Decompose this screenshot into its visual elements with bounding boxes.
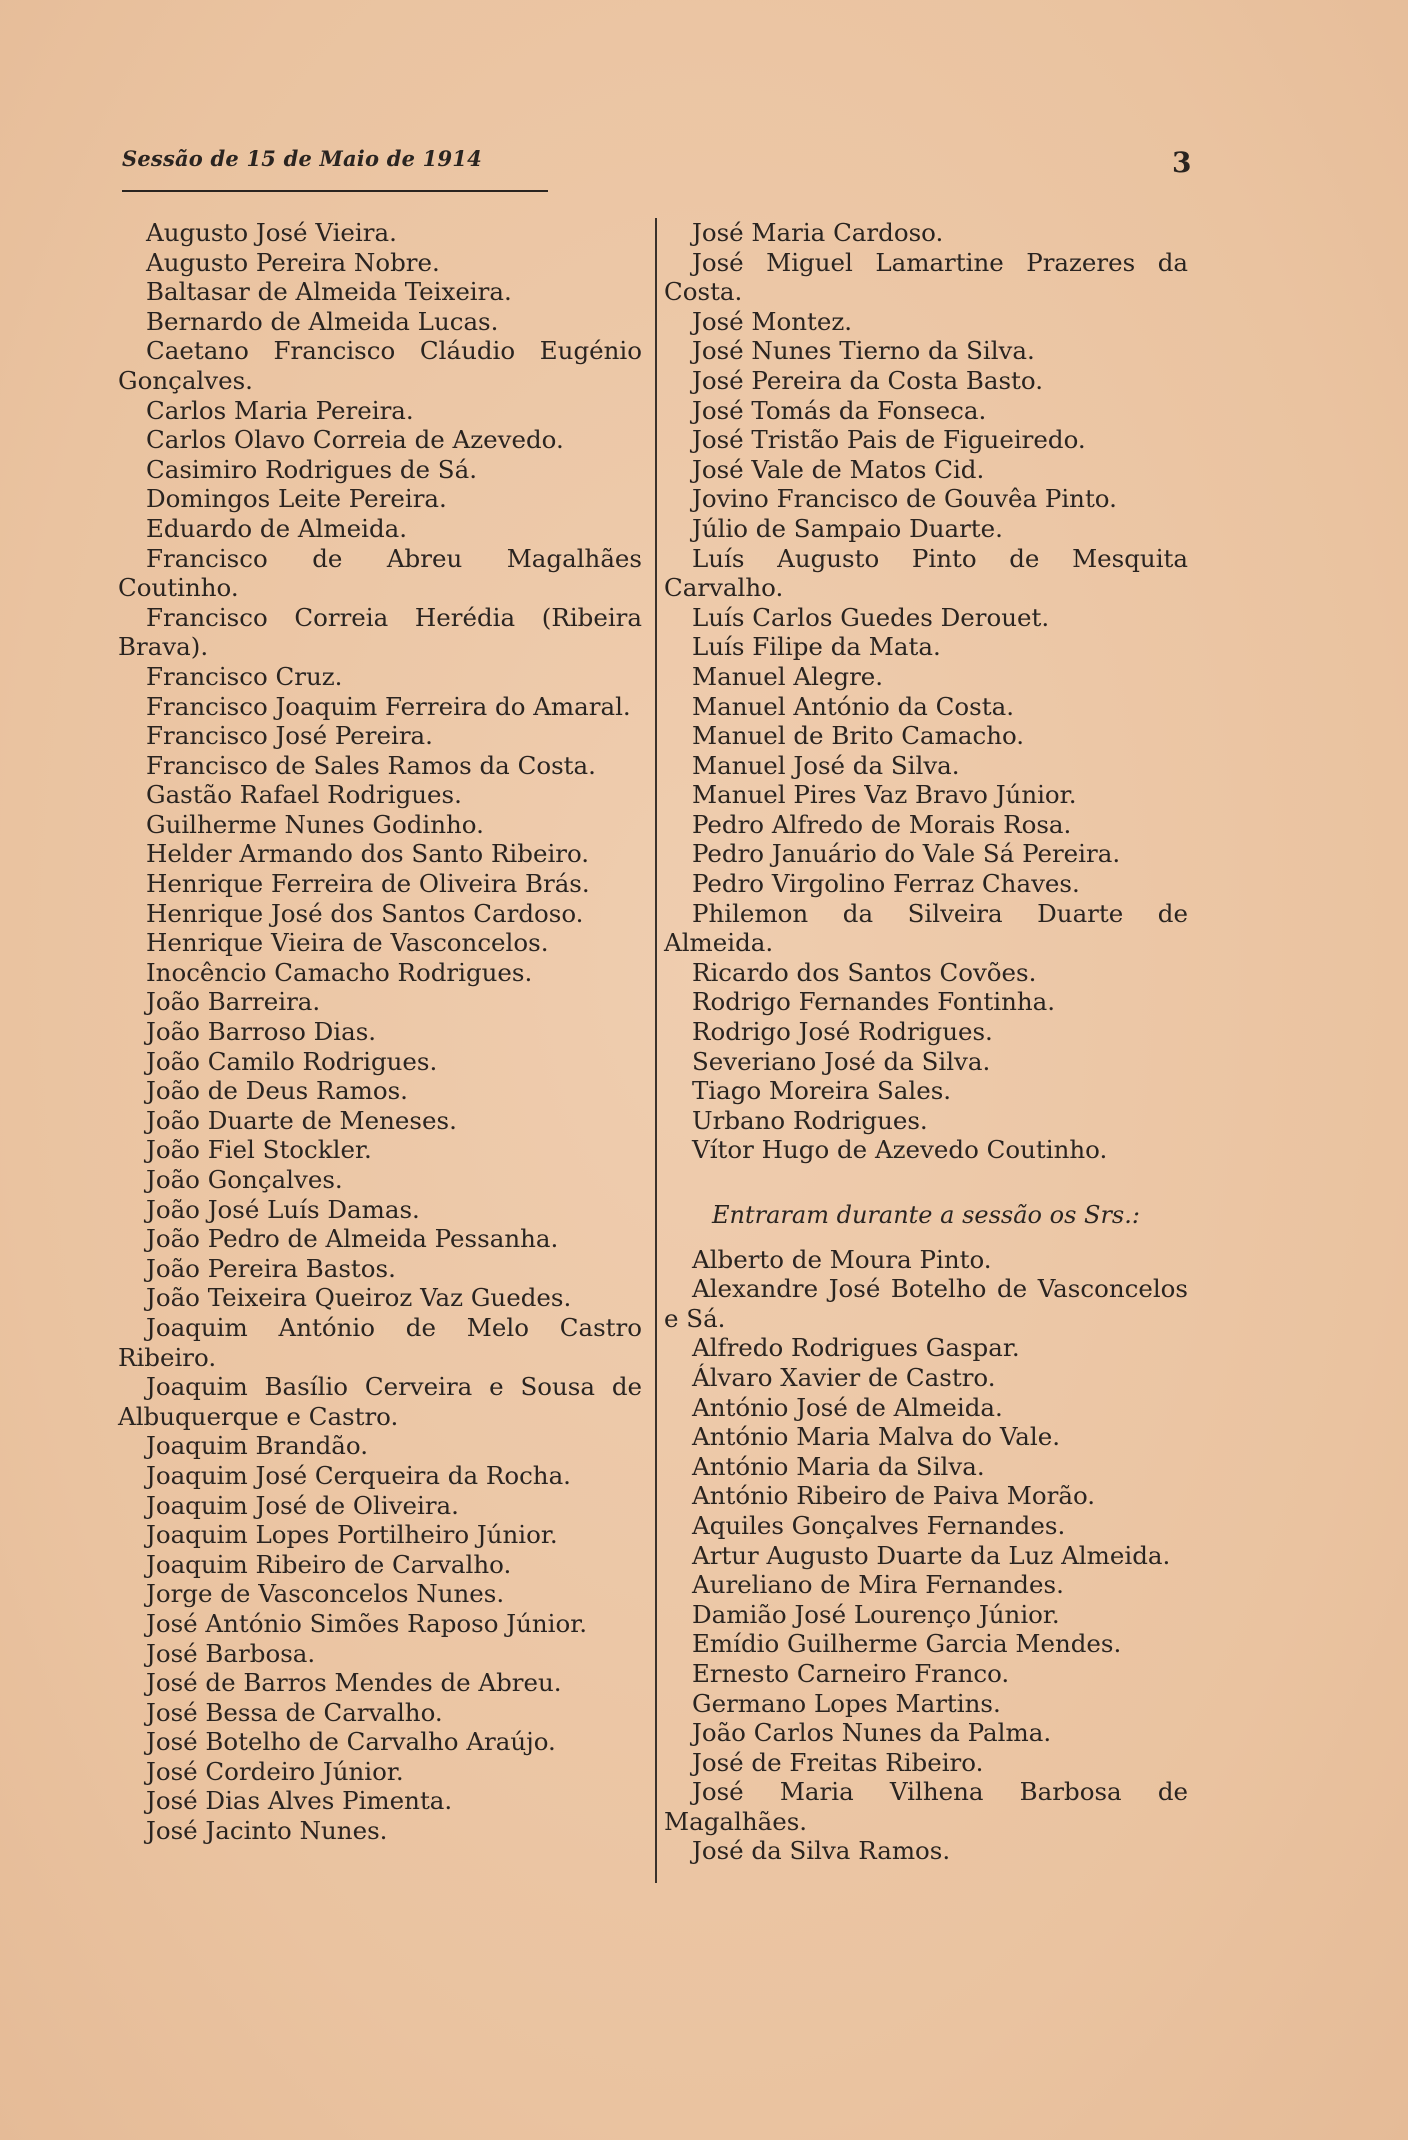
member-name: Inocêncio Camacho Rodrigues. — [146, 957, 533, 987]
member-name: Francisco José Pereira. — [146, 721, 433, 751]
member-name: Júlio de Sampaio Duarte. — [692, 513, 1003, 543]
member-name: Henrique Vieira de Vasconcelos. — [146, 928, 549, 958]
member-name: José Nunes Tierno da Silva. — [692, 336, 1035, 366]
member-name: Domingos Leite Pereira. — [146, 484, 447, 514]
member-name: Augusto Pereira Nobre. — [146, 247, 440, 277]
member-name: José Maria Vilhena Barbosa de Magalhães. — [664, 1777, 1188, 1836]
member-name: Alexandre José Botelho de Vasconcelos e Sá. — [664, 1274, 1188, 1333]
member-name: Urbano Rodrigues. — [692, 1105, 928, 1135]
member-name: Artur Augusto Duarte da Luz Almeida. — [692, 1540, 1171, 1570]
member-name: Manuel de Brito Camacho. — [692, 721, 1025, 751]
member-name: Carlos Maria Pereira. — [146, 395, 414, 425]
member-name: Joaquim José Cerqueira da Rocha. — [146, 1460, 571, 1490]
member-name: José Tristão Pais de Figueiredo. — [692, 425, 1086, 455]
member-name: João José Luís Damas. — [146, 1194, 420, 1224]
member-name: Germano Lopes Martins. — [692, 1688, 1001, 1718]
member-name: Luís Carlos Guedes Derouet. — [692, 602, 1050, 632]
member-name: João Fiel Stockler. — [146, 1135, 372, 1165]
member-name: Francisco de Abreu Magalhães Coutinho. — [118, 543, 642, 603]
member-name: Bernardo de Almeida Lucas. — [146, 306, 499, 336]
member-name: Rodrigo Fernandes Fontinha. — [692, 987, 1056, 1017]
page-number: 3 — [1172, 146, 1192, 179]
member-name: João Duarte de Meneses. — [146, 1105, 457, 1135]
late-arrivals-list — [664, 1245, 1188, 1866]
member-name: Severiano José da Silva. — [692, 1046, 991, 1076]
member-name: João Barreira. — [146, 987, 321, 1017]
member-name: Baltasar de Almeida Teixeira. — [146, 277, 512, 307]
member-name: Manuel Pires Vaz Bravo Júnior. — [692, 780, 1077, 810]
member-name: Pedro Virgolino Ferraz Chaves. — [692, 869, 1080, 899]
session-title: Sessão de 15 de Maio de 1914 — [122, 146, 482, 171]
member-name: Eduardo de Almeida. — [146, 513, 408, 543]
member-name: Helder Armando dos Santo Ribeiro. — [146, 839, 590, 869]
member-name: Luís Augusto Pinto de Mesquita Carvalho. — [664, 543, 1188, 603]
member-name: João Camilo Rodrigues. — [146, 1046, 438, 1076]
member-name: João Carlos Nunes da Palma. — [692, 1718, 1052, 1748]
late-arrivals-heading: Entraram durante a sessão os Srs.: — [712, 1201, 1140, 1229]
member-name: Luís Filipe da Mata. — [692, 632, 941, 662]
member-name: Rodrigo José Rodrigues. — [692, 1017, 993, 1047]
member-name: Alfredo Rodrigues Gaspar. — [692, 1333, 1020, 1363]
member-name: António Ribeiro de Paiva Morão. — [692, 1481, 1096, 1511]
member-name: João Teixeira Queiroz Vaz Guedes. — [146, 1283, 572, 1313]
member-name: José Bessa de Carvalho. — [146, 1697, 443, 1727]
member-name: João Gonçalves. — [146, 1165, 343, 1194]
member-name: José da Silva Ramos. — [692, 1836, 951, 1866]
member-name: José Tomás da Fonseca. — [692, 395, 987, 425]
member-name: Carlos Olavo Correia de Azevedo. — [146, 425, 564, 455]
left-column — [118, 218, 642, 1846]
member-name: José Dias Alves Pimenta. — [146, 1786, 453, 1816]
member-name: João Pereira Bastos. — [146, 1253, 396, 1283]
member-name: Alberto de Moura Pinto. — [692, 1244, 992, 1274]
member-name: Joaquim Brandão. — [146, 1431, 368, 1461]
member-name: Joaquim Basílio Cerveira e Sousa de Albuquerque e Castro. — [118, 1372, 642, 1431]
member-name: José Maria Cardoso. — [692, 218, 944, 247]
member-name: José Botelho de Carvalho Araújo. — [146, 1727, 556, 1757]
right-column-names — [664, 218, 1188, 1165]
member-name: Damião José Lourenço Júnior. — [692, 1599, 1060, 1629]
member-name: José de Freitas Ribeiro. — [692, 1747, 984, 1777]
member-name: José Jacinto Nunes. — [146, 1816, 388, 1846]
member-name: Ricardo dos Santos Covões. — [692, 957, 1037, 987]
member-name: Philemon da Silveira Duarte de Almeida. — [664, 898, 1188, 958]
member-name: Jovino Francisco de Gouvêa Pinto. — [692, 484, 1117, 514]
member-name: João de Deus Ramos. — [146, 1076, 408, 1106]
member-name: Pedro Januário do Vale Sá Pereira. — [692, 839, 1121, 869]
column-divider — [655, 218, 657, 1883]
member-name: António José de Almeida. — [692, 1392, 1003, 1422]
member-name: José Cordeiro Júnior. — [146, 1756, 404, 1786]
member-name: Guilherme Nunes Godinho. — [146, 809, 484, 839]
member-name: Aureliano de Mira Fernandes. — [692, 1570, 1064, 1600]
member-name: Francisco Joaquim Ferreira do Amaral. — [146, 691, 631, 721]
member-name: Joaquim Ribeiro de Carvalho. — [146, 1549, 512, 1579]
member-name: José Vale de Matos Cid. — [692, 454, 985, 484]
member-name: Joaquim José de Oliveira. — [146, 1490, 459, 1520]
member-name: Pedro Alfredo de Morais Rosa. — [692, 809, 1072, 839]
member-name: Emídio Guilherme Garcia Mendes. — [692, 1629, 1122, 1659]
member-name: Vítor Hugo de Azevedo Coutinho. — [692, 1135, 1108, 1165]
member-name: Aquiles Gonçalves Fernandes. — [692, 1510, 1066, 1540]
member-name: Casimiro Rodrigues de Sá. — [146, 454, 477, 484]
right-column — [664, 218, 1188, 1866]
member-name: Henrique José dos Santos Cardoso. — [146, 898, 584, 928]
header-rule — [122, 190, 548, 192]
member-name: José de Barros Mendes de Abreu. — [146, 1668, 562, 1698]
member-name: Álvaro Xavier de Castro. — [692, 1362, 996, 1392]
member-name: Francisco Correia Herédia (Ribeira Brava). — [118, 602, 642, 662]
member-name: Francisco de Sales Ramos da Costa. — [146, 750, 596, 780]
member-name: João Pedro de Almeida Pessanha. — [146, 1224, 559, 1254]
member-name: José Montez. — [692, 306, 853, 336]
member-name: António Maria da Silva. — [692, 1451, 985, 1481]
member-name: Manuel José da Silva. — [692, 750, 960, 780]
member-name: José Barbosa. — [146, 1638, 316, 1668]
member-name: Ernesto Carneiro Franco. — [692, 1658, 1010, 1688]
member-name: José Miguel Lamartine Prazeres da Costa. — [664, 247, 1188, 307]
member-name: Francisco Cruz. — [146, 661, 343, 691]
member-name: Joaquim Lopes Portilheiro Júnior. — [146, 1520, 558, 1550]
member-name: José Pereira da Costa Basto. — [692, 365, 1043, 395]
member-name: João Barroso Dias. — [146, 1017, 377, 1047]
page-header — [122, 146, 1192, 186]
member-name: Manuel Alegre. — [692, 661, 884, 691]
member-name: José António Simões Raposo Júnior. — [146, 1608, 588, 1638]
member-name: Gastão Rafael Rodrigues. — [146, 780, 462, 810]
member-name: Augusto José Vieira. — [146, 218, 397, 247]
member-name: Joaquim António de Melo Castro Ribeiro. — [118, 1312, 642, 1372]
member-name: Manuel António da Costa. — [692, 691, 1014, 721]
member-name: Jorge de Vasconcelos Nunes. — [146, 1579, 505, 1609]
member-name: Tiago Moreira Sales. — [692, 1076, 952, 1106]
member-name: António Maria Malva do Vale. — [692, 1422, 1061, 1452]
member-name: Caetano Francisco Cláudio Eugénio Gonçalves. — [118, 336, 642, 395]
member-name: Henrique Ferreira de Oliveira Brás. — [146, 869, 590, 899]
